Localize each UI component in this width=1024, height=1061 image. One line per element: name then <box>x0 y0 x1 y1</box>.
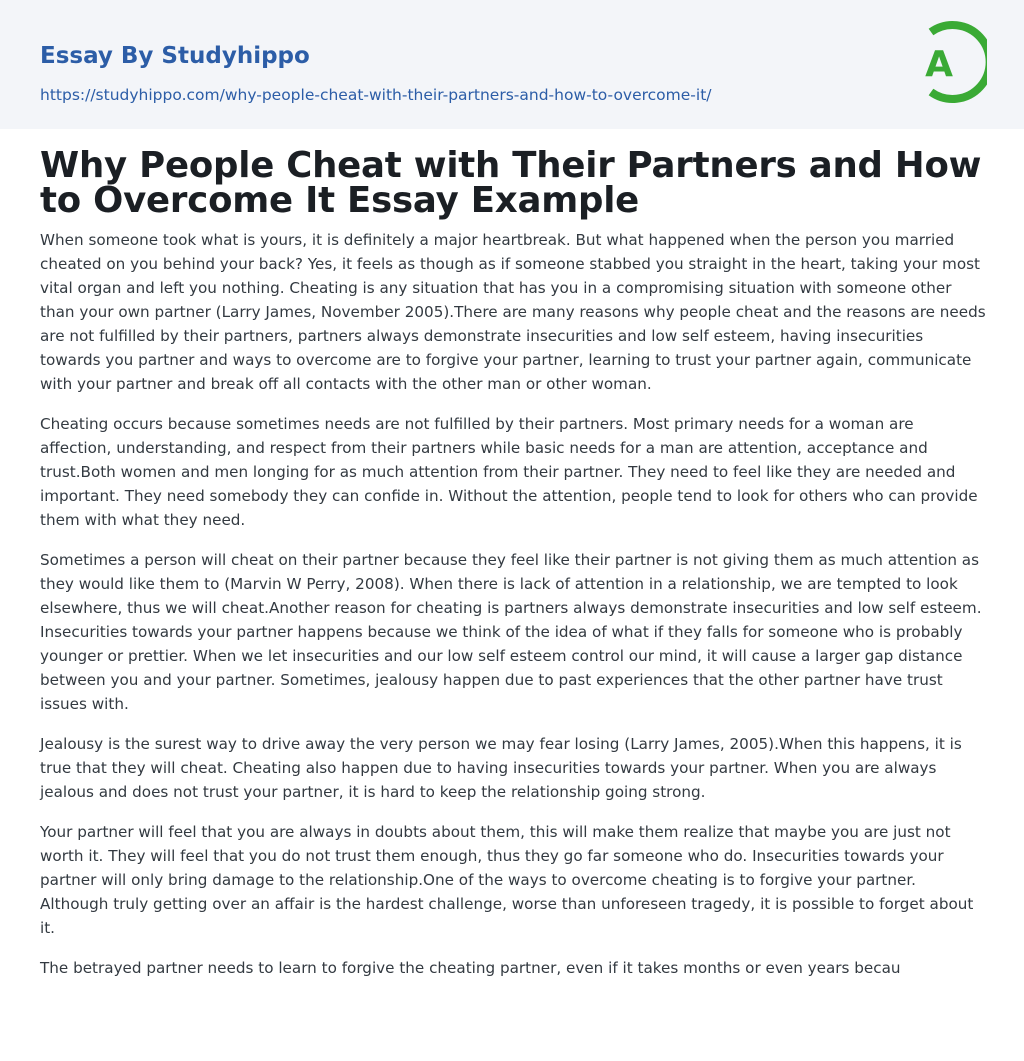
logo-letter: A <box>925 44 953 85</box>
page-title: Why People Cheat with Their Partners and How to Overcome It Essay Example <box>40 145 982 221</box>
essay-paragraph: When someone took what is yours, it is definitely a major heartbreak. But what happened when the person you married cheated on you behind your back? Yes, it feels as though as if someone stabbed you straight in the heart, taking your most vital organ and left you nothing. Cheating is any situation that has you in a compromising situation with someone other than your own partner (Larry James, November 2005).There are many reasons why people cheat and the reasons are needs are not fulfilled by their partners, partners always demonstrate insecurities and low self esteem, having insecurities towards you partner and ways to overcome are to forgive your partner, learning to trust your partner again, communicate with your partner and break off all contacts with the other man or other woman. <box>40 231 986 393</box>
essay-body <box>40 228 986 996</box>
essay-paragraph: Your partner will feel that you are always in doubts about them, this will make them realize that maybe you are just not worth it. They will feel that you do not trust them enough, thus they go far someone who do. Insecurities towards your partner will only bring damage to the relationship.One of the ways to overcome cheating is to forgive your partner. Although truly getting over an affair is the hardest challenge, worse than unforeseen tragedy, it is possible to forget about it. <box>40 823 974 937</box>
article-url-link[interactable]: https://studyhippo.com/why-people-cheat-with-their-partners-and-how-to-overcome-it/ <box>40 86 712 104</box>
essay-paragraph: The betrayed partner needs to learn to forgive the cheating partner, even if it takes months or even years becau <box>40 959 901 977</box>
essay-paragraph: Cheating occurs because sometimes needs are not fulfilled by their partners. Most primary needs for a woman are affection, understanding, and respect from their partners while basic needs for a man are attention, acceptance and trust.Both women and men longing for as much attention from their partner. They need to feel like they are needed and important. They need somebody they can confide in. Without the attention, people tend to look for others who can provide them with what they need. <box>40 415 978 529</box>
essay-paragraph: Jealousy is the surest way to drive away the very person we may fear losing (Larry James, 2005).When this happens, it is true that they will cheat. Cheating also happen due to having insecurities towards your partner. When you are always jealous and does not trust your partner, it is hard to keep the relationship going strong. <box>40 735 962 801</box>
essay-paragraph: Sometimes a person will cheat on their partner because they feel like their partner is not giving them as much attention as they would like them to (Marvin W Perry, 2008). When there is lack of attention in a relationship, we are tempted to look elsewhere, thus we will cheat.Another reason for cheating is partners always demonstrate insecurities and low self esteem. Insecurities towards your partner happens because we think of the idea of what if they falls for someone who is probably younger or prettier. When we let insecurities and our low self esteem control our mind, it will cause a larger gap distance between you and your partner. Sometimes, jealousy happen due to past experiences that the other partner have trust issues with. <box>40 551 982 713</box>
site-header <box>0 0 1024 129</box>
site-brand[interactable]: Essay By Studyhippo <box>40 43 310 69</box>
studyhippo-logo-icon[interactable] <box>913 19 987 105</box>
